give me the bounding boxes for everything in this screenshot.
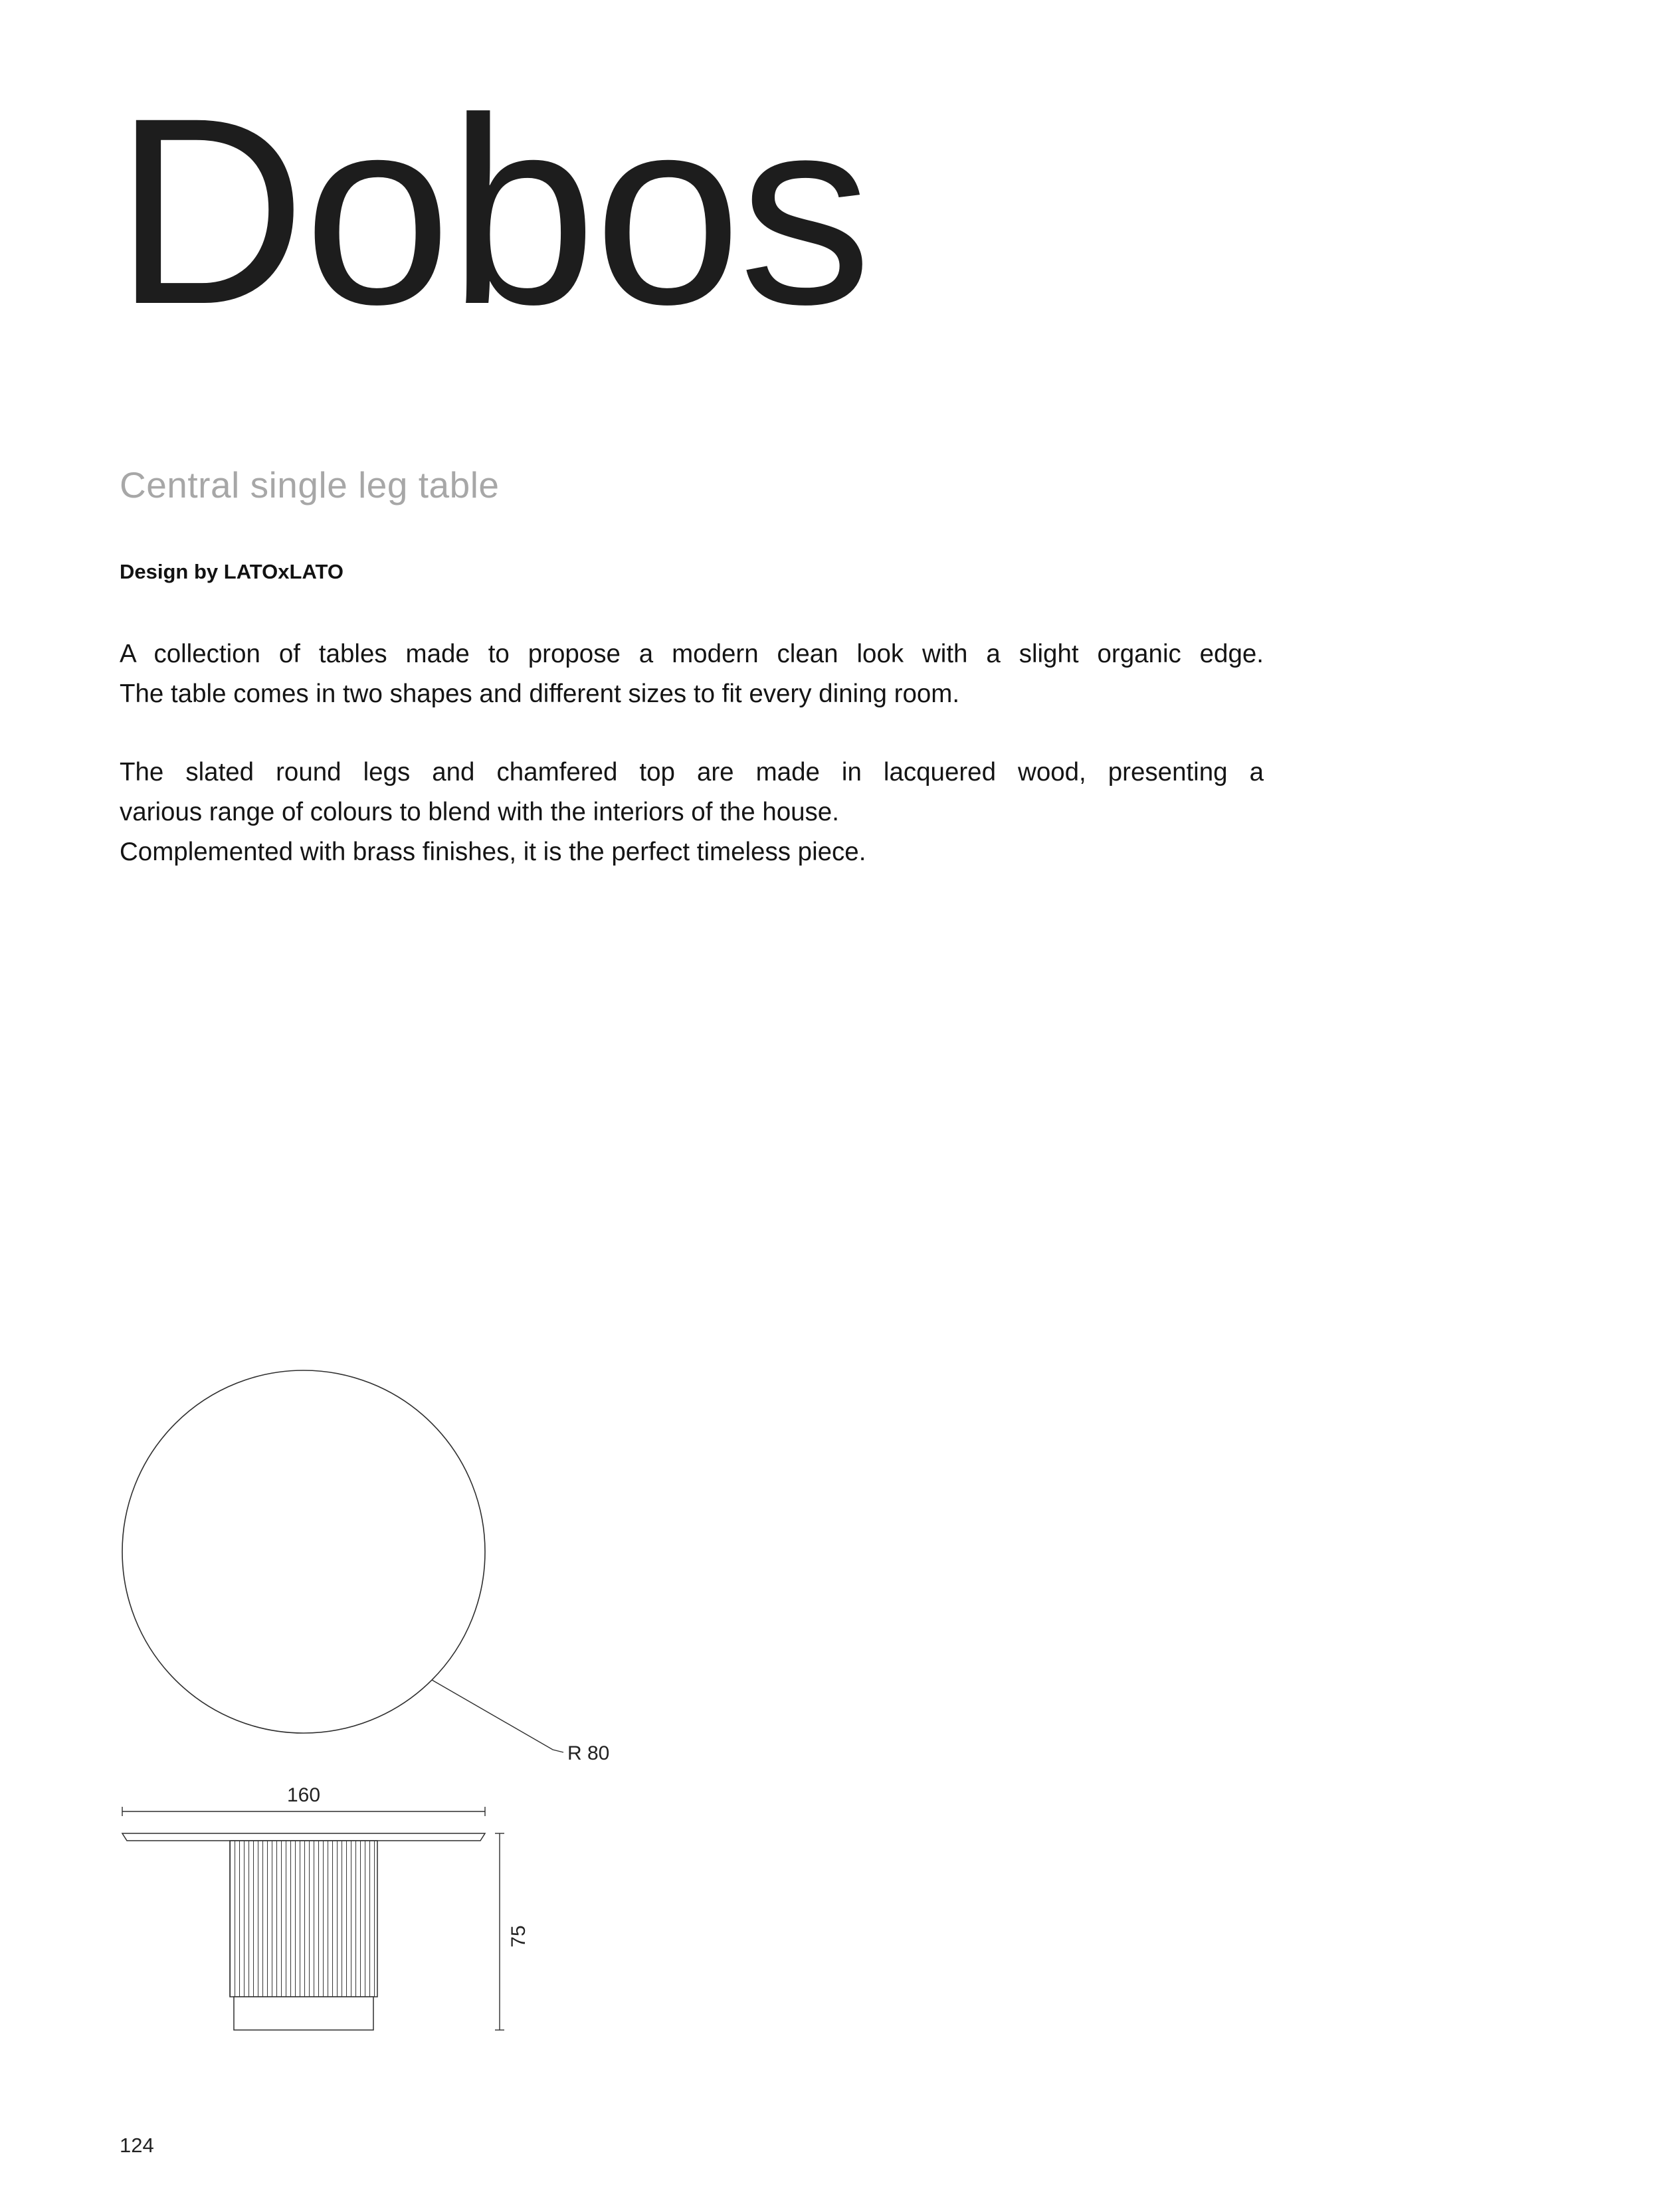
table-base bbox=[234, 1997, 373, 2030]
description-line: various range of colours to blend with the interiors of the house. bbox=[120, 798, 839, 826]
description-paragraph-2 bbox=[120, 753, 1264, 872]
description-line: Complemented with brass finishes, it is the perfect timeless piece. bbox=[120, 838, 866, 866]
description-line: The slated round legs and chamfered top are made in lacquered wood, presenting a bbox=[120, 758, 1264, 786]
technical-drawing bbox=[100, 1342, 631, 2086]
product-description bbox=[120, 634, 1264, 872]
height-dimension-line bbox=[495, 1833, 504, 2030]
table-front-view bbox=[122, 1833, 485, 2030]
product-subtitle: Central single leg table bbox=[120, 464, 500, 506]
width-dimension-label: 160 bbox=[286, 1784, 321, 1806]
height-dimension-label: 75 bbox=[508, 1925, 530, 1948]
description-paragraph-1 bbox=[120, 634, 1264, 714]
page-number: 124 bbox=[120, 2134, 154, 2157]
width-dimension-line bbox=[122, 1807, 485, 1816]
tabletop bbox=[122, 1833, 485, 1841]
description-line: The table comes in two shapes and different sizes to fit every dining room. bbox=[120, 680, 960, 708]
table-leg-slats bbox=[230, 1841, 377, 1997]
radius-leader-line bbox=[432, 1680, 563, 1752]
designer-credit: Design by LATOxLATO bbox=[120, 560, 344, 583]
top-view-circle bbox=[122, 1370, 485, 1733]
page-title: Dobos bbox=[114, 62, 870, 359]
radius-label: R 80 bbox=[567, 1742, 610, 1764]
description-line: A collection of tables made to propose a modern clean look with a slight organic edge. bbox=[120, 640, 1264, 668]
